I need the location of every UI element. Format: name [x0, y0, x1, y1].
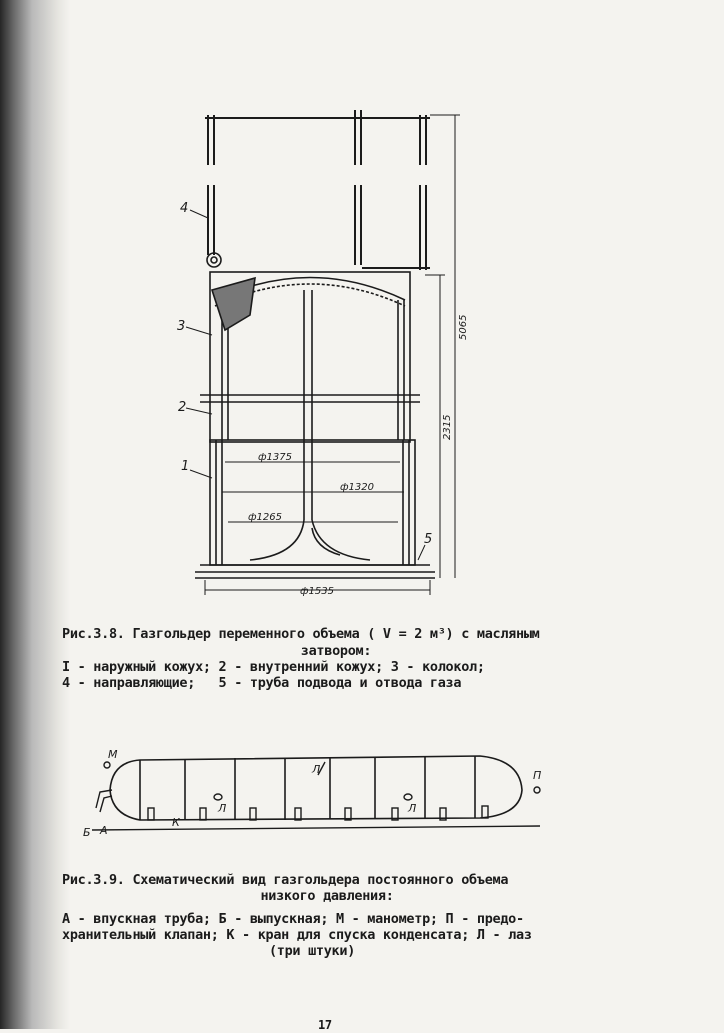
page-number: 17: [318, 1018, 332, 1032]
callout-5: 5: [424, 532, 433, 547]
fig39-caption-line1: Рис.3.9. Схематический вид газгольдера постоянного объема: [62, 872, 509, 888]
callout-4: 4: [180, 201, 189, 216]
dim-lower-height: 2315: [442, 414, 453, 440]
label-l1: Л: [312, 763, 321, 776]
fig38-caption-line3: I - наружный кожух; 2 - внутренний кожух; 3 - колокол;: [62, 659, 485, 675]
dim-d1265: ф1265: [248, 512, 282, 523]
fig39-caption-line3: А - впускная труба; Б - выпускная; М - манометр; П - предо-: [62, 911, 524, 927]
dim-d1375: ф1375: [258, 452, 292, 463]
label-b: Б: [83, 826, 91, 839]
label-l2: Л: [218, 802, 227, 815]
fig38-caption-line1: Рис.3.8. Газгольдер переменного объема ( V = 2 м³) с масляным: [62, 626, 540, 642]
fig39-caption-line4: хранительный клапан; К - кран для спуска конденсата; Л - лаз: [62, 927, 532, 943]
fig39-caption-line5: (три штуки): [268, 943, 356, 959]
label-m: М: [108, 748, 118, 761]
callout-1: 1: [181, 459, 190, 474]
fig39-caption-line2: низкого давления:: [260, 888, 394, 904]
fig38-caption-line2: затвором:: [300, 643, 372, 659]
callout-2: 2: [178, 400, 187, 415]
dim-d1320: ф1320: [340, 482, 374, 493]
fig38-caption-line4: 4 - направляющие; 5 - труба подвода и отвода газа: [62, 675, 462, 691]
label-a: А: [100, 824, 108, 837]
label-l3: Л: [408, 802, 417, 815]
label-p: П: [533, 769, 542, 782]
label-k: К: [172, 816, 180, 829]
callout-3: 3: [177, 319, 186, 334]
dim-base-width: ф1535: [300, 586, 334, 597]
dim-total-height: 5065: [458, 314, 469, 340]
